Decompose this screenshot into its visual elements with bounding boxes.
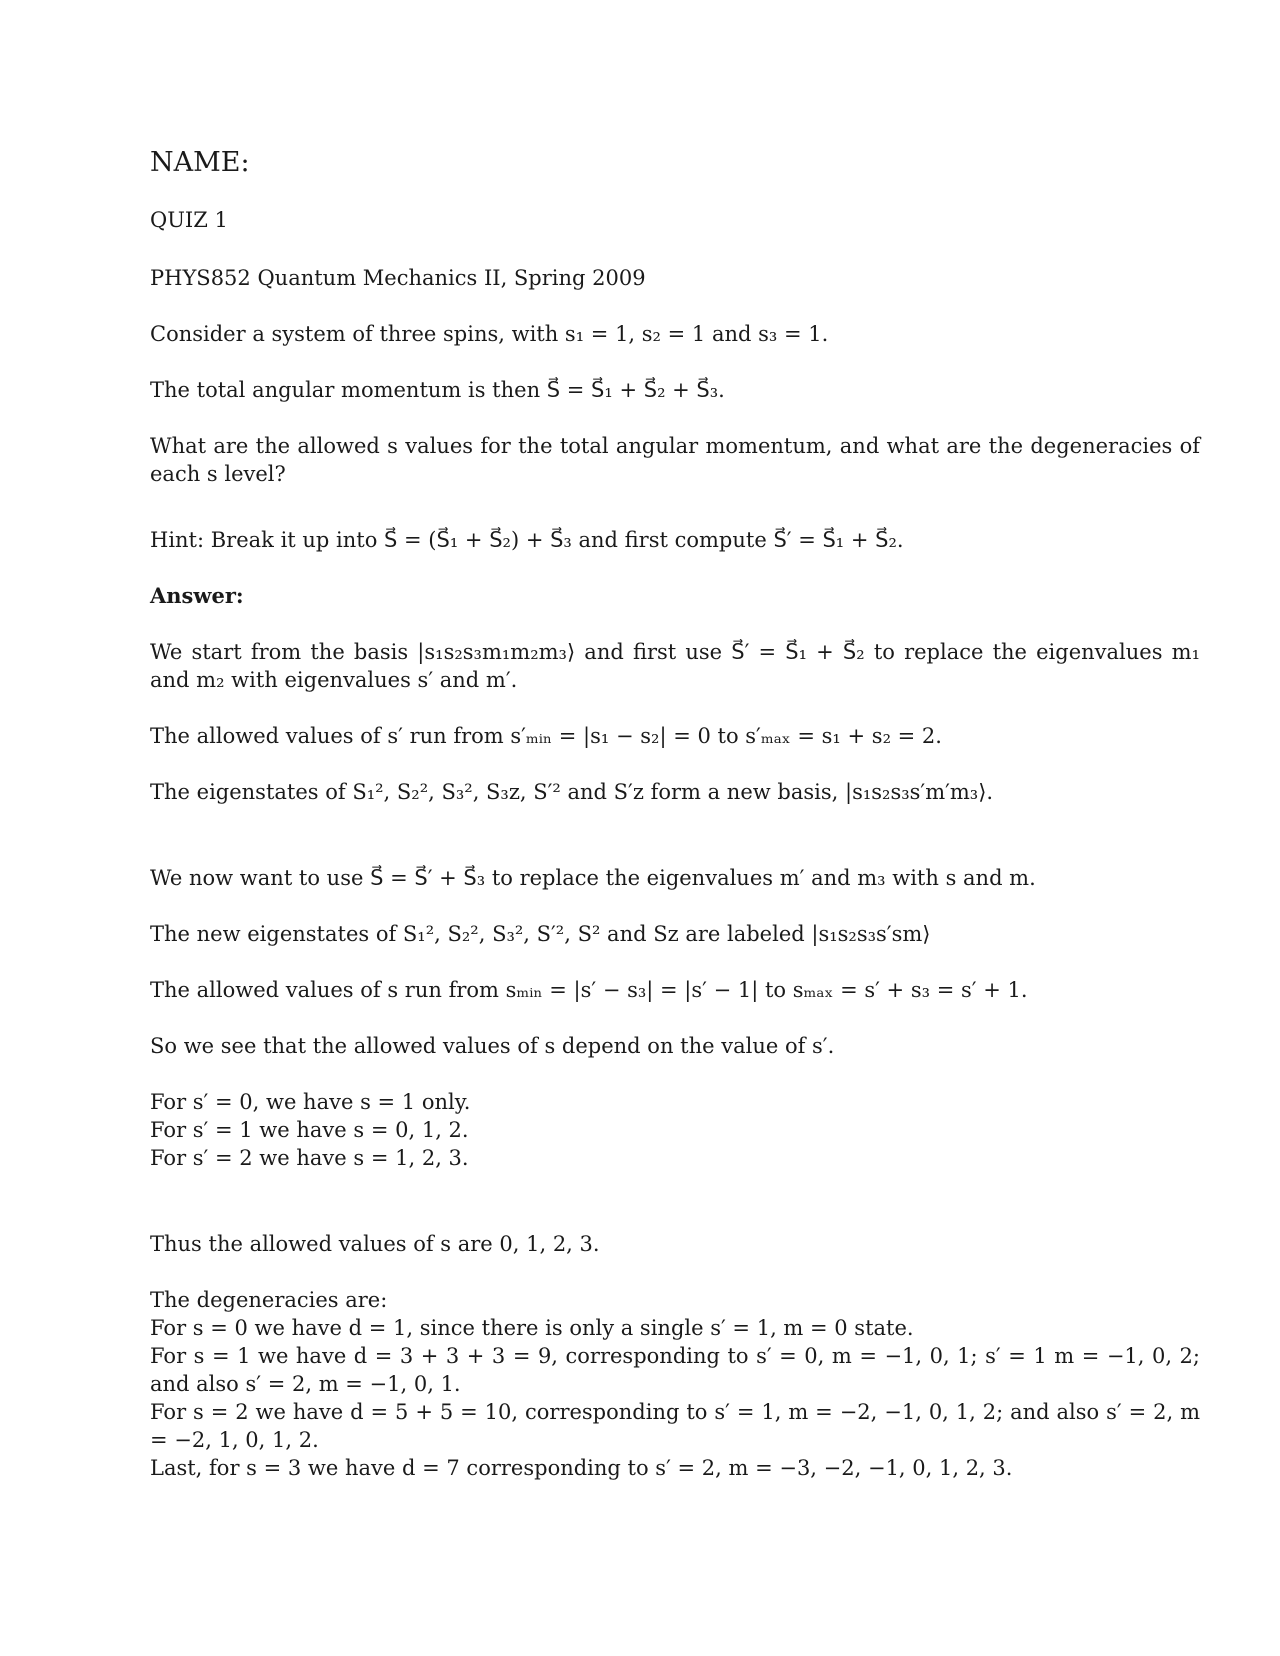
degeneracies-heading: The degeneracies are: xyxy=(150,1288,388,1312)
course-title: PHYS852 Quantum Mechanics II, Spring 2009 xyxy=(150,266,646,290)
answer-paragraph-2: The allowed values of s′ run from s′ₘᵢₙ = |s₁ − s₂| = 0 to s′ₘₐₓ = s₁ + s₂ = 2. xyxy=(150,724,942,748)
problem-hint: Hint: Break it up into S⃗ = (S⃗₁ + S⃗₂) + S⃗₃ and first compute S⃗′ = S⃗₁ + S⃗₂. xyxy=(150,528,904,552)
problem-system: Consider a system of three spins, with s₁ = 1, s₂ = 1 and s₃ = 1. xyxy=(150,322,829,346)
case-line: For s′ = 2 we have s = 1, 2, 3. xyxy=(150,1146,469,1170)
problem-question: What are the allowed s values for the total angular momentum, and what are the degeneracies of each s level? xyxy=(150,434,1200,486)
conclusion: Thus the allowed values of s are 0, 1, 2, 3. xyxy=(150,1232,600,1256)
answer-paragraph-4: We now want to use S⃗ = S⃗′ + S⃗₃ to replace the eigenvalues m′ and m₃ with s and m. xyxy=(150,866,1036,890)
name-label: NAME: xyxy=(150,147,250,178)
answer-paragraph-3: The eigenstates of S₁², S₂², S₃², S₃z, S′² and S′z form a new basis, |s₁s₂s₃s′m′m₃⟩. xyxy=(150,780,994,804)
answer-paragraph-6: The allowed values of s run from sₘᵢₙ = |s′ − s₃| = |s′ − 1| to sₘₐₓ = s′ + s₃ = s′ + 1. xyxy=(150,978,1028,1002)
answer-heading: Answer: xyxy=(150,583,244,608)
case-line: For s′ = 1 we have s = 0, 1, 2. xyxy=(150,1118,469,1142)
degeneracy-line: For s = 0 we have d = 1, since there is only a single s′ = 1, m = 0 state. xyxy=(150,1316,914,1340)
answer-paragraph-5: The new eigenstates of S₁², S₂², S₃², S′², S² and Sz are labeled |s₁s₂s₃s′sm⟩ xyxy=(150,922,931,946)
degeneracy-line: For s = 1 we have d = 3 + 3 + 3 = 9, corresponding to s′ = 0, m = −1, 0, 1; s′ = 1 m = −1, 0, 2; and also s′ = 2, m = −1, 0, 1. xyxy=(150,1344,1200,1396)
degeneracy-line: For s = 2 we have d = 5 + 5 = 10, corresponding to s′ = 1, m = −2, −1, 0, 1, 2; and also s′ = 2, m = −2, 1, 0, 1, 2. xyxy=(150,1400,1200,1452)
degeneracy-line: Last, for s = 3 we have d = 7 corresponding to s′ = 2, m = −3, −2, −1, 0, 1, 2, 3. xyxy=(150,1456,1013,1480)
quiz-title: QUIZ 1 xyxy=(150,208,228,232)
case-line: For s′ = 0, we have s = 1 only. xyxy=(150,1090,471,1114)
answer-paragraph-7: So we see that the allowed values of s depend on the value of s′. xyxy=(150,1034,835,1058)
problem-total: The total angular momentum is then S⃗ = S⃗₁ + S⃗₂ + S⃗₃. xyxy=(150,378,725,402)
answer-paragraph-1: We start from the basis |s₁s₂s₃m₁m₂m₃⟩ and first use S⃗′ = S⃗₁ + S⃗₂ to replace the eigenvalues m₁ and m₂ with eigenvalues s′ and m′. xyxy=(150,640,1200,692)
